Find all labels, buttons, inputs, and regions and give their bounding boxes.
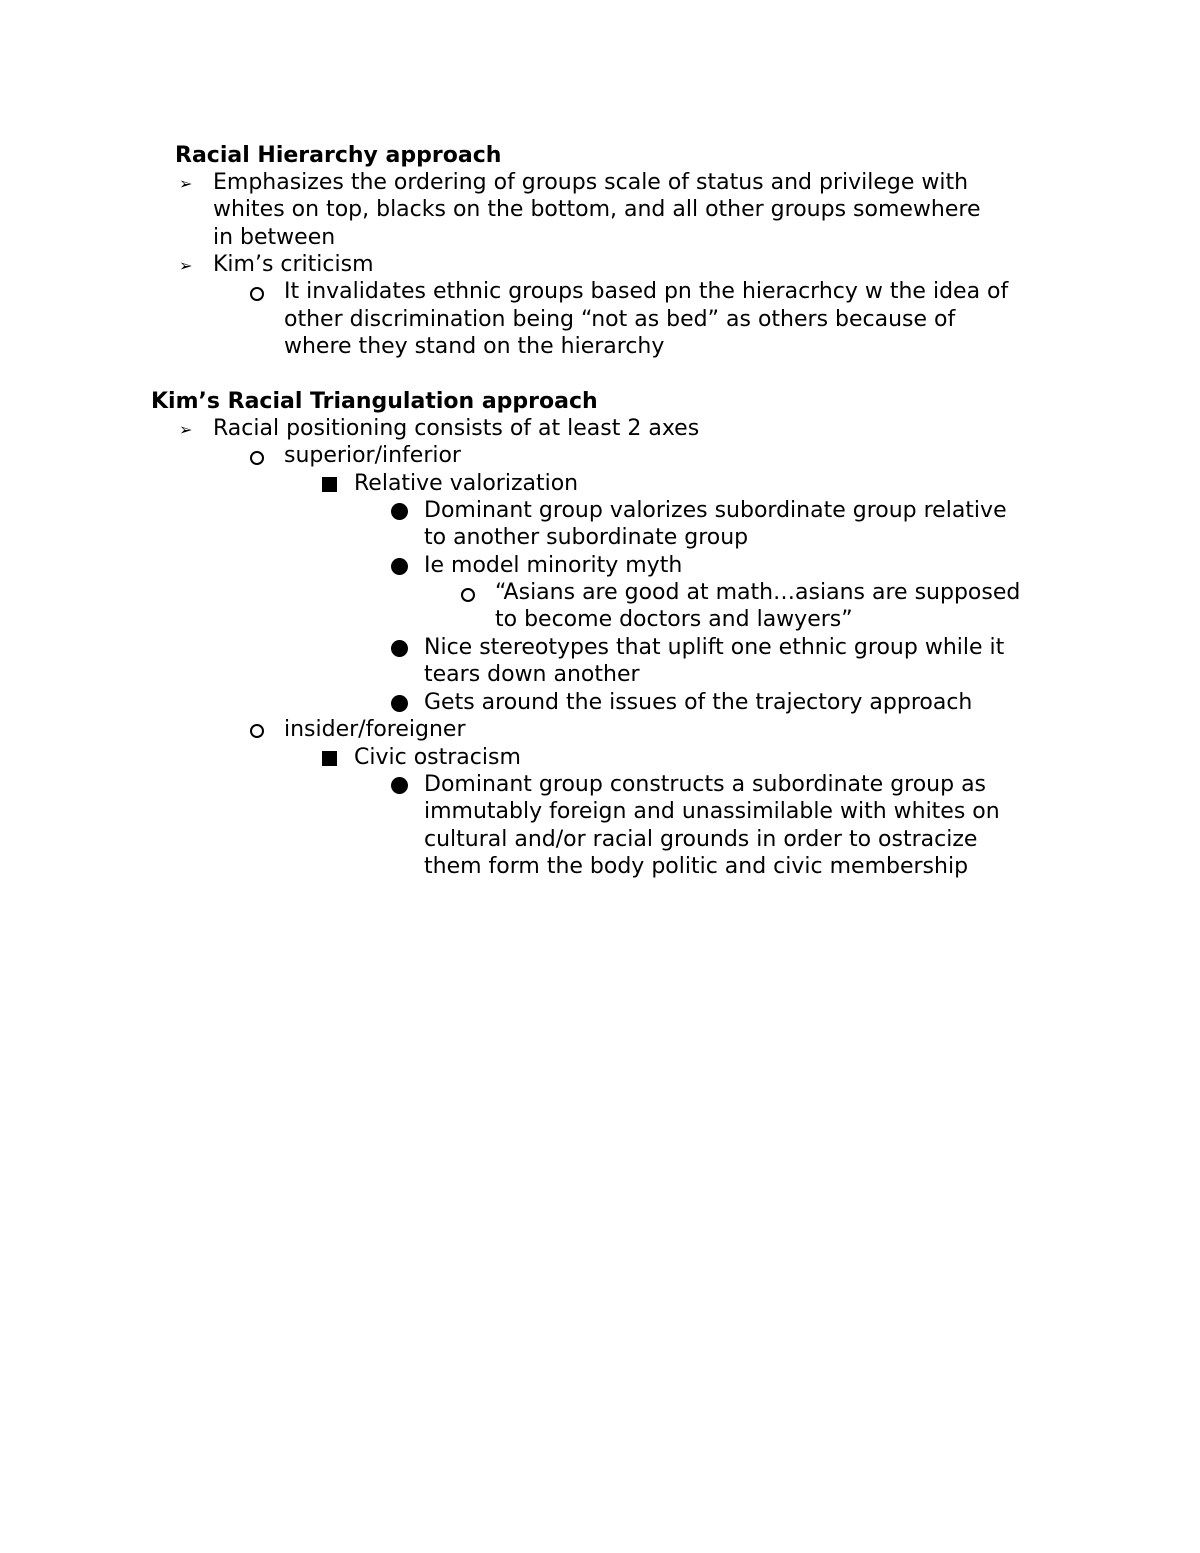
arrow-bullet-icon: ➢ (179, 420, 193, 439)
list-item-text: cultural and/or racial grounds in order to ostracize (424, 827, 978, 852)
list-item-text: where they stand on the hierarchy (284, 334, 665, 359)
open-circle-bullet-icon (250, 287, 264, 301)
filled-dot-bullet-icon (391, 695, 408, 712)
list-item-text: Relative valorization (354, 471, 579, 496)
list-item-text: Emphasizes the ordering of groups scale of status and privilege with (213, 170, 969, 195)
list-item-text: “Asians are good at math…asians are supposed (495, 580, 1021, 605)
section-heading: Kim’s Racial Triangulation approach (151, 389, 598, 414)
list-item-text: them form the body politic and civic membership (424, 854, 969, 879)
list-item-text: superior/inferior (284, 443, 461, 468)
list-item-text: insider/foreigner (284, 717, 466, 742)
list-item-text: immutably foreign and unassimilable with whites on (424, 799, 1000, 824)
list-item-text: to another subordinate group (424, 525, 749, 550)
list-item-text: Ie model minority myth (424, 553, 683, 578)
list-item-text: other discrimination being “not as bed” as others because of (284, 307, 956, 332)
square-bullet-icon (322, 477, 337, 492)
list-item-text: to become doctors and lawyers” (495, 607, 853, 632)
filled-dot-bullet-icon (391, 777, 408, 794)
open-circle-bullet-icon (250, 724, 264, 738)
list-item-text: whites on top, blacks on the bottom, and all other groups somewhere (213, 197, 981, 222)
list-item-text: in between (213, 225, 336, 250)
arrow-bullet-icon: ➢ (179, 174, 193, 193)
arrow-bullet-icon: ➢ (179, 256, 193, 275)
list-item-text: Dominant group constructs a subordinate group as (424, 772, 987, 797)
list-item-text: tears down another (424, 662, 640, 687)
list-item-text: It invalidates ethnic groups based pn the hieracrhcy w the idea of (284, 279, 1009, 304)
filled-dot-bullet-icon (391, 503, 408, 520)
filled-dot-bullet-icon (391, 640, 408, 657)
open-circle-bullet-icon (461, 588, 475, 602)
list-item-text: Kim’s criticism (213, 252, 374, 277)
section-heading: Racial Hierarchy approach (175, 143, 502, 168)
square-bullet-icon (322, 751, 337, 766)
list-item-text: Dominant group valorizes subordinate group relative (424, 498, 1007, 523)
list-item-text: Racial positioning consists of at least 2 axes (213, 416, 700, 441)
list-item-text: Nice stereotypes that uplift one ethnic group while it (424, 635, 1005, 660)
filled-dot-bullet-icon (391, 558, 408, 575)
list-item-text: Civic ostracism (354, 745, 521, 770)
open-circle-bullet-icon (250, 451, 264, 465)
list-item-text: Gets around the issues of the trajectory approach (424, 690, 973, 715)
